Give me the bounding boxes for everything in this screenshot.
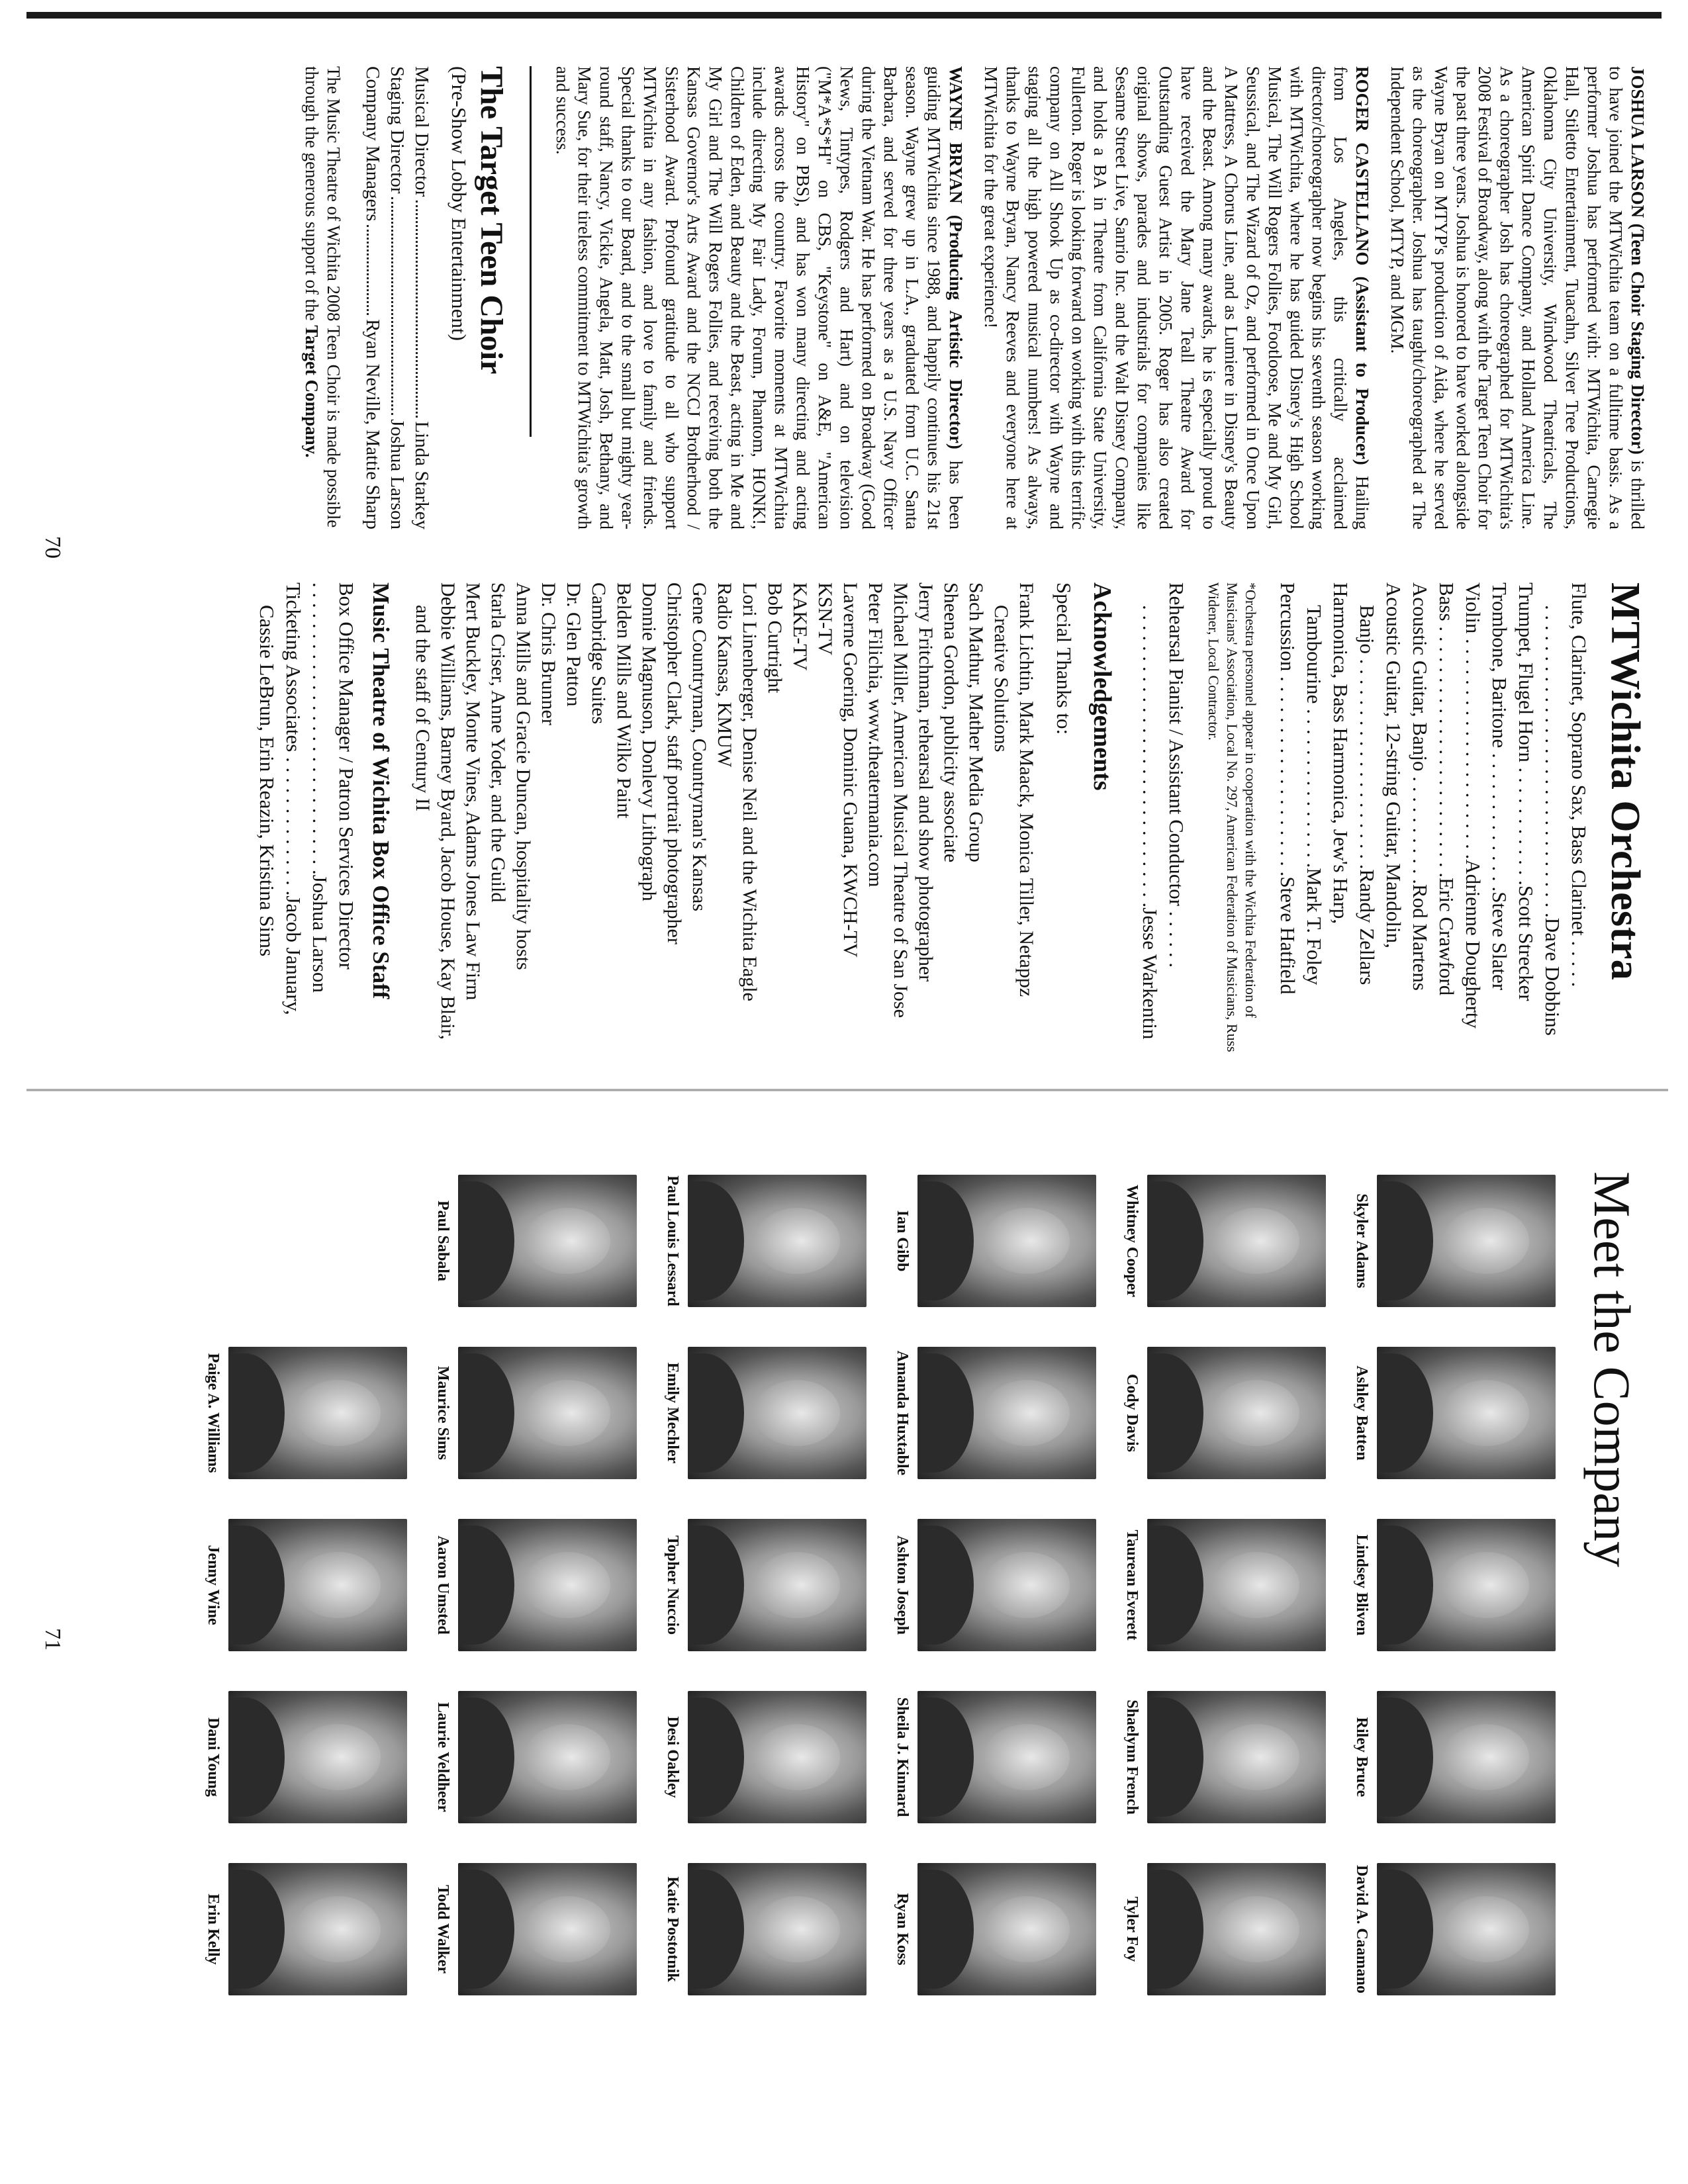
headshot-shoulders [917, 1181, 974, 1300]
dot-leader [416, 201, 434, 417]
dot-leader [391, 197, 409, 415]
bio-name: ROGER CASTELLANO (Assistant to Producer) [1352, 66, 1372, 465]
box-office-staff [254, 582, 359, 1059]
headshot-shoulders [1377, 1870, 1433, 1989]
headshot-photo [917, 1347, 1096, 1479]
choir-subtitle: (Pre-Show Lobby Entertainment) [447, 66, 471, 341]
headshot-face [1213, 1724, 1299, 1790]
cast-name: Dani Young [205, 1717, 222, 1797]
cast-member [663, 1171, 867, 1310]
thanks-item: KSN-TV [814, 582, 836, 655]
cast-name: Ian Gibb [894, 1210, 911, 1272]
acknowledgements-title: Acknowledgements [1088, 582, 1116, 791]
headshot-shoulders [1147, 1525, 1203, 1645]
cast-member [204, 1516, 407, 1655]
cast-name: Lindsey Bliven [1353, 1534, 1370, 1636]
orchestra-line: Trombone, Baritone . . . . . . . . . . . . . .Steve Slater [1488, 582, 1511, 991]
headshot-face [984, 1896, 1070, 1962]
thanks-item: KAKE-TV [789, 582, 811, 671]
headshot-photo [228, 1347, 407, 1479]
orchestra-line: Flute, Clarinet, Soprano Sax, Bass Clarinet . . . . . [1568, 582, 1591, 987]
cast-name: Ashton Joseph [894, 1535, 911, 1635]
orchestra-fine-print: *Orchestra personnel appear in cooperation with the Wichita Federation of Musicians' Association, Local No. 297, American Federation of Musicians, Russ Widener, Local Contractor. [1205, 582, 1259, 1052]
thanks-item: Christopher Clark, staff portrait photographer [663, 582, 685, 944]
headshot-face [984, 1380, 1070, 1446]
right-page [0, 1092, 1688, 2184]
headshot-face [754, 1380, 840, 1446]
headshot-photo [1377, 1691, 1556, 1823]
cast-name: Maurice Sims [434, 1366, 451, 1460]
left-column [301, 66, 1648, 529]
headshot-shoulders [458, 1870, 514, 1989]
thanks-list [410, 582, 1039, 1059]
headshot-photo [228, 1863, 407, 1995]
headshot-shoulders [1377, 1525, 1433, 1645]
headshot-shoulders [688, 1525, 744, 1645]
thanks-item: Donnie Magnuson, Donlevy Lithograph [638, 582, 660, 901]
headshot-photo [1377, 1347, 1556, 1479]
headshot-shoulders [1377, 1698, 1433, 1817]
bio-text: Hailing from Los Angeles, this critically acclaimed director/choreographer now begins his seventh season working with MTWichita, where he has guided Disney's High School Musical, The Will Rogers Follies, Footloose, Me and My Girl, Seussical, and The Wizard of Oz, and performed in Once Upon A Mattress, A Chorus Line, and as Lumiere in Disney's Beauty and the Beast. Among many awards, he is especially proud to have received the Mary Jane Teall Theatre Award for Outstanding Guest Artist in 2005. Roger has also created original shows, parades and industrials for companies like Sesame Street Live, Sanrio Inc. and the Walt Disney Company, and holds a BA in Theatre from California State University, Fullerton. Roger is looking forward on working with this terrific company on All Shook Up as co-director with Wayne and staging all the high powered musical numbers! As always, thanks to Wayne Bryan, Nancy Reeves and everyone here at MTWichita for the great experience! [981, 66, 1372, 529]
thanks-item: Starla Criser, Anne Yoder, and the Guild [487, 582, 509, 903]
bio-wayne-bryan [551, 66, 966, 529]
cast-member [434, 1688, 637, 1827]
headshot-photo [688, 1691, 867, 1823]
box-office-line: Box Office Manager / Patron Services Director [335, 582, 358, 970]
cast-name: Sheila J. Kinnard [894, 1697, 911, 1817]
thanks-item: Mert Buckley, Monte Vines, Adams Jones Law Firm [462, 582, 484, 1001]
headshot-face [295, 1380, 381, 1446]
cast-member [434, 1343, 637, 1482]
orchestra-line: Tambourine . . . . . . . . . . . . . . . .Mark T. Foley [1303, 605, 1326, 985]
headshot-face [1213, 1552, 1299, 1618]
thanks-item: Dr. Glen Patton [563, 582, 585, 707]
choir-credit [409, 66, 434, 529]
box-office-title: Music Theatre of Wichita Box Office Staff [368, 582, 394, 999]
headshot-photo [1147, 1691, 1326, 1823]
cast-member [663, 1688, 867, 1827]
cast-name: Riley Bruce [1353, 1717, 1370, 1797]
headshot-photo [228, 1691, 407, 1823]
headshot-face [1443, 1208, 1529, 1274]
headshot-face [1443, 1896, 1529, 1962]
headshot-photo [1377, 1519, 1556, 1651]
headshot-shoulders [1147, 1353, 1203, 1473]
orchestra-line: Harmonica, Bass Harmonica, Jew's Harp, [1329, 582, 1352, 925]
cast-name: Paul Louis Lessard [664, 1175, 681, 1306]
dot-leader [367, 225, 385, 315]
cast-member [1123, 1343, 1326, 1482]
cast-name: Aaron Umsted [434, 1535, 451, 1635]
headshot-shoulders [688, 1698, 744, 1817]
company-row [893, 1171, 1096, 2151]
orchestra-line: Acoustic Guitar, 12-string Guitar, Mandolin, [1382, 582, 1405, 948]
cast-name: Shaelynn French [1123, 1700, 1141, 1815]
headshot-shoulders [228, 1525, 285, 1645]
headshot-photo [1147, 1519, 1326, 1651]
cast-member [1123, 1516, 1326, 1655]
thanks-item: Lori Linenberger, Denise Neil and the Wichita Eagle [739, 582, 761, 1001]
cast-member [663, 1860, 867, 1999]
sponsor-name: Target Company. [302, 325, 322, 458]
cast-member [893, 1171, 1096, 1310]
rehearsal-pianist [1137, 582, 1190, 1059]
choir-sponsor-note [301, 66, 344, 529]
choir-title: The Target Teen Choir [474, 66, 509, 375]
cast-name: Paige A. Williams [205, 1353, 222, 1473]
company-row [663, 1171, 867, 2151]
headshot-shoulders [917, 1525, 974, 1645]
cast-name: Tyler Foy [1123, 1896, 1141, 1962]
headshot-photo [458, 1863, 637, 1995]
headshot-photo [917, 1519, 1096, 1651]
page-number: 71 [40, 1628, 65, 1651]
thanks-item: Cambridge Suites [588, 582, 610, 725]
headshot-photo [1147, 1347, 1326, 1479]
cast-name: David A. Caamano [1353, 1864, 1370, 1994]
headshot-face [1213, 1380, 1299, 1446]
box-office-line: Cassie LeBrun, Erin Reazin, Kristina Sims [256, 605, 279, 957]
headshot-shoulders [917, 1870, 974, 1989]
orchestra-title: MTWichita Orchestra [1603, 582, 1648, 981]
headshot-face [1443, 1380, 1529, 1446]
cast-name: Katie Postotnik [664, 1876, 681, 1982]
cast-name: Desi Oakley [664, 1716, 681, 1798]
cast-member [893, 1516, 1096, 1655]
headshot-photo [458, 1519, 637, 1651]
choir-credit [360, 66, 385, 529]
cast-member [434, 1516, 637, 1655]
rehearsal-role: Rehearsal Pianist / Assistant Conductor . . . . . . [1165, 582, 1188, 968]
cast-name: Whitney Cooper [1123, 1185, 1141, 1297]
orchestra-line: Percussion . . . . . . . . . . . . . . . . . . . .Steve Hatfield [1276, 582, 1299, 995]
headshot-face [984, 1208, 1070, 1274]
headshot-photo [458, 1175, 637, 1307]
orchestra-line: . . . . . . . . . . . . . . . . . . . . . . . . . . . . . . .Dave Dobbins [1541, 605, 1564, 1036]
company-row [1123, 1171, 1326, 2151]
bio-text: has been guiding MTWichita since 1988, and happily continues his 21st season. Wayne grew up in L.A., graduated from U.C. Santa Barbara, and served for three years as a U.S. Navy Officer during the Vietnam War. He has performed on Broadway (Good News, Tintypes, Rodgers and Hart) and on television ("M*A*S*H" on CBS, "Keystone" on A&E, "American History" on PBS), and has won many directing and acting awards across the country. Favorite moments at MTWichita include directing My Fair Lady, Forum, Phantom, HONK!, Children of Eden, and Beauty and the Beast, acting in Me and My Girl and The Will Rogers Follies, and receiving both the Kansas Governor's Arts Award and the NCCJ Brotherhood / Sisterhood Award. Profound gratitude to all who support MTWichita in any fashion, and love to family and friends. Special thanks to our Board, and to the small but mighty year-round staff, Nancy, Vickie, Angela, Matt, Josh, Bethany, and Mary Sue, for their tireless commitment to MTWichita's growth and success. [553, 66, 966, 529]
headshot-face [295, 1724, 381, 1790]
box-office-line: Ticketing Associates . . . . . . . . . . . . . .Jacob January, [282, 582, 305, 1015]
credit-role: Musical Director [411, 66, 432, 197]
cast-member [434, 1860, 637, 1999]
cast-member [434, 1171, 637, 1310]
headshot-shoulders [688, 1181, 744, 1300]
headshot-face [754, 1724, 840, 1790]
cast-member [1352, 1516, 1556, 1655]
page-number: 70 [40, 536, 65, 559]
headshot-photo [1377, 1175, 1556, 1307]
headshot-shoulders [688, 1353, 744, 1473]
thanks-item: Bob Curtright [764, 582, 786, 694]
cast-name: Topher Nuccio [664, 1535, 681, 1635]
thanks-item: Belden Mills and Wilko Paint [613, 582, 635, 819]
section-divider [530, 66, 532, 437]
thanks-item: Anna Mills and Gracie Duncan, hospitality hosts [512, 582, 534, 970]
orchestra-line: Banjo . . . . . . . . . . . . . . . . . . . . .Randy Zellars [1356, 605, 1379, 985]
headshot-shoulders [688, 1870, 744, 1989]
headshot-photo [917, 1863, 1096, 1995]
company-row [434, 1171, 637, 2151]
credit-role: Staging Director [387, 66, 408, 194]
headshot-shoulders [458, 1181, 514, 1300]
headshot-photo [917, 1691, 1096, 1823]
headshot-face [524, 1380, 610, 1446]
headshot-photo [458, 1347, 637, 1479]
headshot-face [524, 1208, 610, 1274]
cast-member [893, 1343, 1096, 1482]
company-row [204, 1171, 407, 2151]
orchestra-line: Acoustic Guitar, Banjo . . . . . . . . . . .Rod Martens [1409, 582, 1432, 991]
cast-member [1123, 1860, 1326, 1999]
headshot-face [295, 1552, 381, 1618]
headshot-shoulders [1147, 1870, 1203, 1989]
company-grid [177, 1171, 1556, 2151]
cast-name: Ryan Koss [894, 1893, 911, 1966]
thanks-item: Jerry Fritchman, rehearsal and show photographer [915, 582, 937, 982]
headshot-shoulders [917, 1698, 974, 1817]
headshot-shoulders [1147, 1698, 1203, 1817]
cast-name: Paul Sabala [434, 1200, 451, 1282]
headshot-photo [1377, 1863, 1556, 1995]
cast-member [204, 1860, 407, 1999]
headshot-face [984, 1552, 1070, 1618]
cast-member [663, 1343, 867, 1482]
headshot-face [754, 1208, 840, 1274]
credit-name: Ryan Neville, Mattie Sharp [362, 319, 383, 529]
cast-name: Skyler Adams [1353, 1193, 1370, 1289]
headshot-shoulders [228, 1353, 285, 1473]
headshot-face [524, 1896, 610, 1962]
headshot-shoulders [917, 1353, 974, 1473]
thanks-item: Gene Countryman, Countryman's Kansas [688, 582, 710, 911]
bio-joshua-larson [1386, 66, 1648, 529]
headshot-shoulders [458, 1698, 514, 1817]
bio-roger-castellano [980, 66, 1373, 529]
cast-member [663, 1516, 867, 1655]
headshot-photo [458, 1691, 637, 1823]
bio-name: WAYNE BRYAN (Producing Artistic Director) [946, 66, 966, 449]
cast-member [1352, 1343, 1556, 1482]
credit-role: Company Managers [362, 66, 383, 222]
headshot-photo [688, 1347, 867, 1479]
headshot-shoulders [228, 1698, 285, 1817]
thanks-item: Sach Mathur, Mather Media Group [965, 582, 987, 862]
headshot-photo [688, 1175, 867, 1307]
cast-member [204, 1343, 407, 1482]
note-text: The Music Theatre of Wichita 2008 Teen Choir is made possible through the generous support of the [302, 66, 344, 528]
cast-member [1123, 1688, 1326, 1827]
headshot-shoulders [1377, 1181, 1433, 1300]
headshot-face [754, 1896, 840, 1962]
cast-name: Amanda Huxtable [894, 1350, 911, 1476]
headshot-photo [688, 1863, 867, 1995]
headshot-photo [228, 1519, 407, 1651]
headshot-face [1213, 1208, 1299, 1274]
cast-name: Emily Mechler [664, 1362, 681, 1464]
cast-member [893, 1860, 1096, 1999]
company-row [1352, 1171, 1556, 2151]
cast-name: Taurean Everett [1123, 1529, 1141, 1641]
thanks-item: Frank Lichtin, Mark Maack, Monica Tiller, Netappz Creative Solutions [990, 582, 1037, 997]
cast-member [1352, 1171, 1556, 1310]
orchestra-line: Trumpet, Flugel Horn . . . . . . . . . . . .Scott Strecker [1515, 582, 1538, 1001]
cast-name: Jenny Wine [205, 1545, 222, 1625]
bio-name: JOSHUA LARSON (Teen Choir Staging Director) [1628, 66, 1648, 455]
credit-name: Linda Starkey [411, 421, 432, 529]
headshot-shoulders [228, 1870, 285, 1989]
cast-name: Todd Walker [434, 1884, 451, 1974]
thanks-item: Dr. Chris Brunner [538, 582, 559, 725]
orchestra-line: Violin . . . . . . . . . . . . . . . . . . . . . .Adrienne Dougherty [1462, 582, 1485, 1029]
cast-name: Cody Davis [1123, 1373, 1141, 1453]
headshot-photo [1147, 1175, 1326, 1307]
credit-name: Joshua Larson [387, 419, 408, 529]
cast-member [1123, 1171, 1326, 1310]
cast-name: Erin Kelly [205, 1893, 222, 1965]
thanks-item: Laverne Goering, Dominic Guana, KWCH-TV [839, 582, 861, 958]
cast-member [1352, 1860, 1556, 1999]
headshot-photo [1147, 1863, 1326, 1995]
headshot-photo [917, 1175, 1096, 1307]
headshot-face [1213, 1896, 1299, 1962]
headshot-shoulders [1377, 1353, 1433, 1473]
cast-name: Ashley Batten [1353, 1365, 1370, 1461]
headshot-face [524, 1552, 610, 1618]
headshot-shoulders [458, 1353, 514, 1473]
thanks-item: Peter Filichia, www.theatermania.com [865, 582, 886, 887]
headshot-face [1443, 1724, 1529, 1790]
cast-member [893, 1688, 1096, 1827]
headshot-shoulders [1147, 1181, 1203, 1300]
right-column [254, 582, 1648, 1059]
cast-member [204, 1688, 407, 1827]
orchestra-line: Bass . . . . . . . . . . . . . . . . . . . . . . . . .Eric Crawford [1435, 582, 1458, 996]
cast-name: Laurie Veldheer [434, 1702, 451, 1812]
headshot-face [754, 1552, 840, 1618]
thanks-item: Michael Miller, American Musical Theatre of San Jose [890, 582, 912, 1019]
headshot-face [295, 1896, 381, 1962]
thanks-item: Debbie Williams, Barney Byard, Jacob House, Kay Blair, and the staff of Century II [412, 582, 459, 1040]
bio-text: is thrilled to have joined the MTWichita team on a fulltime basis. As a performer Joshua has performed with: MTWichita, Carnegie Hall, Stiletto Entertainment, Tuacahn, Silver Tree Productions, Oklahoma City University, Windwood Theatricals, The American Spirit Dance Company, and Holland America Line. As a choreographer Josh has choreographed for MTWichita's 2008 Festival of Broadway, along with the Target Teen Choir for the past three years. Joshua is honored to have worked alongside Wayne Bryan on MTYP's production of Aida, where he served as the choreographer. Joshua has taught/choreographed at The Independent School, MTYP, and MGM. [1387, 66, 1648, 529]
headshot-face [984, 1724, 1070, 1790]
thanks-item: Radio Kansas, KMUW [714, 582, 735, 768]
headshot-face [1443, 1552, 1529, 1618]
headshot-photo [688, 1519, 867, 1651]
cast-member [1352, 1688, 1556, 1827]
choir-credit [385, 66, 409, 529]
headshot-shoulders [458, 1525, 514, 1645]
thanks-lead: Special Thanks to: [1053, 582, 1076, 735]
rehearsal-name: . . . . . . . . . . . . . . . . . . . . . . . . . . . . . .Jesse Warkentin [1139, 605, 1162, 1040]
meet-the-company-title: Meet the Company [1583, 1171, 1641, 1567]
orchestra-roster [1274, 582, 1592, 1059]
box-office-line: . . . . . . . . . . . . . . . . . . . . . . . . . . . . .Joshua Larson [308, 582, 332, 993]
headshot-face [524, 1724, 610, 1790]
thanks-item: Sheena Gordon, publicity associate [940, 582, 962, 863]
